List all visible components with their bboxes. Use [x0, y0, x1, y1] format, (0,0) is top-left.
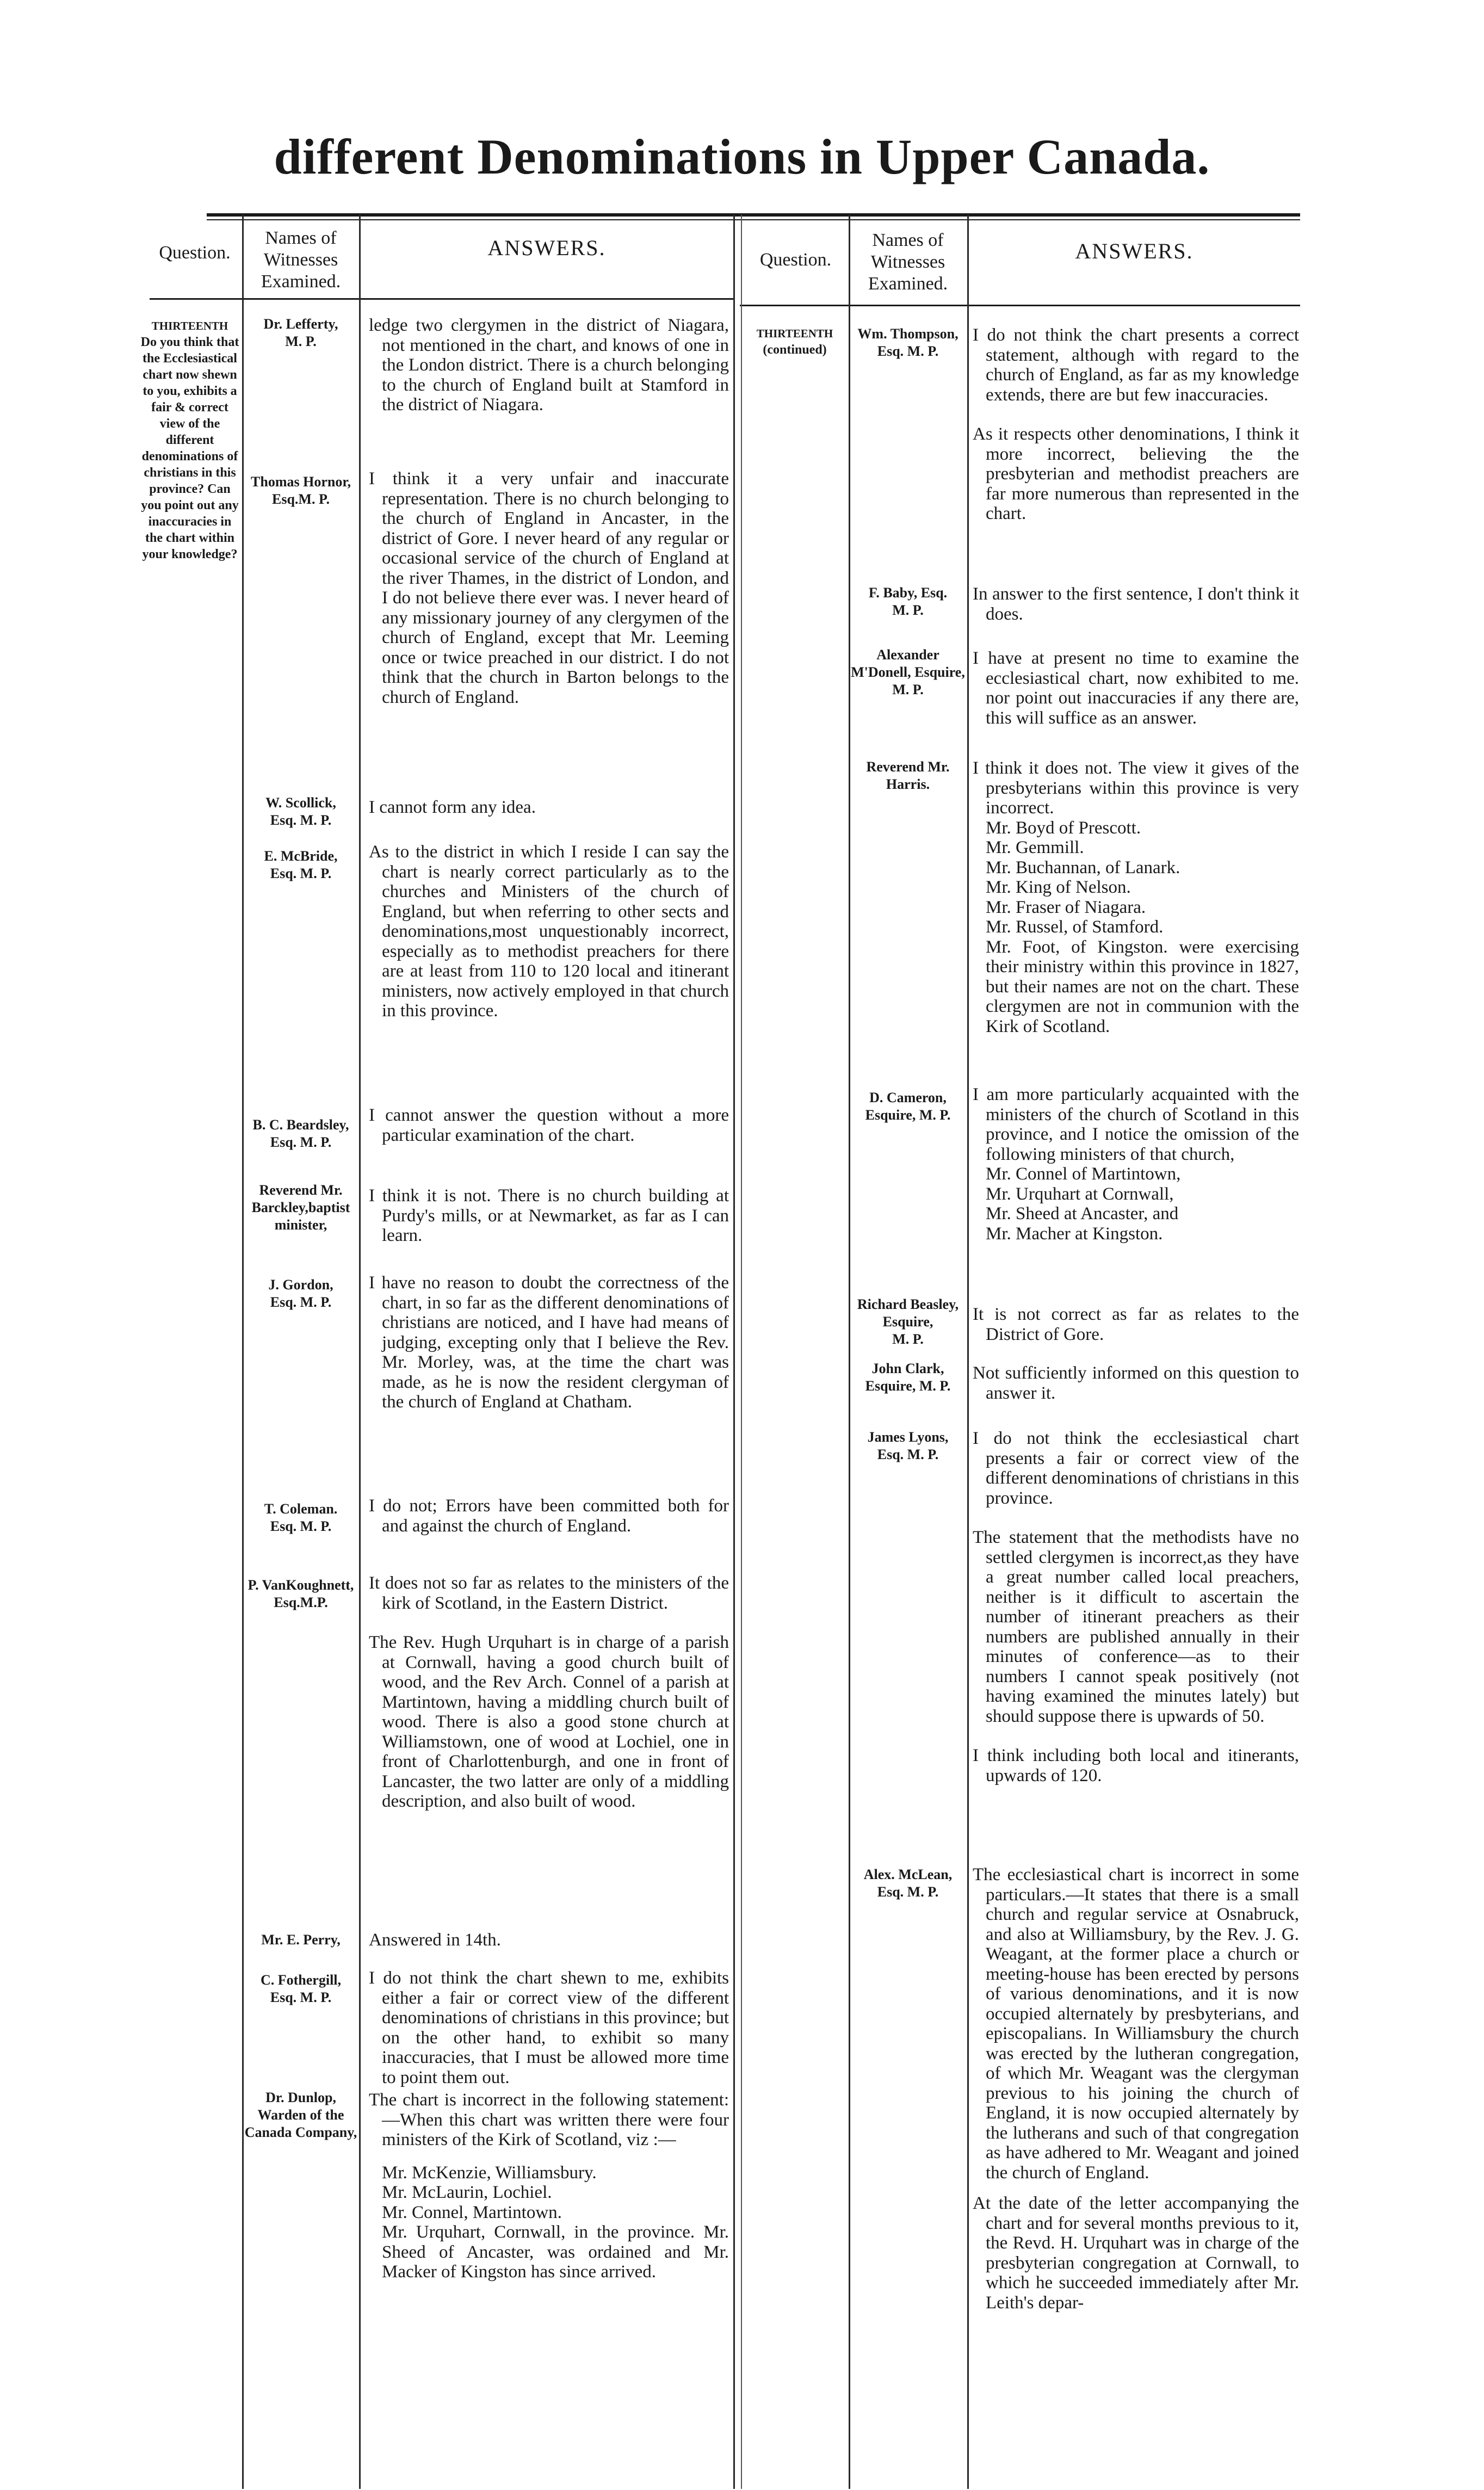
answer-text: Not sufficiently informed on this question to answer it.	[973, 1363, 1299, 1403]
header-rule-right	[740, 305, 1300, 306]
witness-name: Reverend Mr. Harris.	[866, 759, 950, 792]
witness-name: B. C. Beardsley, Esq. M. P.	[252, 1117, 349, 1150]
top-rule-thick	[207, 213, 1300, 217]
answer-text: I am more particularly acquainted with the ministers of the church of Scotland in this province, and I notice the omission of the following ministers of that church, Mr. Connel of Martintown, Mr. Urquhart at Cornwall, Mr. Sheed at Ancaster, and Mr. Macher at Kingston.	[973, 1085, 1299, 1244]
answer-text: ledge two clergymen in the district of Niagara, not mentioned in the chart, and knows of one in the London district. There is a church belonging to the church of England built at Stamford in the district of Niagara.	[369, 316, 729, 415]
answer-text: I have no reason to doubt the correctness of the chart, in so far as the different denominations of christians are noticed, and I have had means of judging, excepting only that I believe the Rev. Mr. Morley, was, at the time the chart was made, as he is now the resident clergyman of the church of England at Chatham.	[369, 1273, 729, 1412]
question-number: THIRTEENTH	[756, 327, 833, 340]
answer-text: I do not; Errors have been committed both for and against the church of England.	[369, 1496, 729, 1536]
answer-text: I cannot answer the question without a more particular examination of the chart.	[369, 1105, 729, 1145]
witness-name: E. McBride, Esq. M. P.	[264, 848, 338, 881]
witness-name: Reverend Mr. Barckley,baptist minister,	[251, 1182, 350, 1233]
witness-name: P. VanKoughnett, Esq.M.P.	[248, 1577, 354, 1610]
witness-name: D. Cameron, Esquire, M. P.	[865, 1090, 951, 1123]
witness-name: Richard Beasley, Esquire, M. P.	[857, 1296, 959, 1347]
witness-name: Wm. Thompson, Esq. M. P.	[857, 326, 959, 359]
question-cell-left	[139, 318, 241, 563]
header-witnesses-right: Names of Witnesses Examined.	[868, 230, 948, 294]
answer-text: I think it a very unfair and inaccurate representation. There is no church belonging to the church of England in Ancaster, in the district of Gore. I never heard of any regular or occasional service of the church of England at the river Thames, in the district of London, and I do not believe there ever was. I never heard of any missionary journey of any clergymen of the church of England, except that Mr. Leeming once or twice preached in our district. I do not think that the church in Barton belongs to the church of England.	[369, 469, 729, 707]
header-answers-left: ANSWERS.	[487, 236, 606, 260]
answer-text: I do not think the chart presents a correct statement, although with regard to the church of England, as far as my knowledge extends, there are but few inaccuracies. As it respects other denominations, I think it more incorrect, believing the the presbyterian and methodist preachers are far more numerous than represented in the chart.	[973, 325, 1299, 523]
witness-name: James Lyons, Esq. M. P.	[867, 1429, 949, 1462]
column-divider	[967, 215, 969, 2489]
witness-name: Mr. E. Perry,	[261, 1932, 341, 1948]
answer-text: It is not correct as far as relates to the District of Gore.	[973, 1305, 1299, 1344]
page-title: different Denominations in Upper Canada.	[274, 129, 1210, 184]
column-divider	[741, 215, 742, 2489]
answer-text: I do not think the ecclesiastical chart presents a fair or correct view of the different denominations of christians in this province. The statement that the methodists have no settled clergymen is incorrect,as they have a great number called local preachers, neither is it difficult to ascertain the number of itinerant preachers as their numbers are published annually in their minutes of conference—as to their numbers I cannot speak positively (not having examined the minutes lately) but should suppose there is upwards of 50. I think including both local and itinerants, upwards of 120.	[973, 1429, 1299, 1785]
witness-name: J. Gordon, Esq. M. P.	[268, 1277, 333, 1310]
witness-name: Alex. McLean, Esq. M. P.	[863, 1867, 953, 1900]
answer-text: I think it does not. The view it gives of the presbyterians within this province is very incorrect. Mr. Boyd of Prescott. Mr. Gemmill. Mr. Buchannan, of Lanark. Mr. King of Nelson. Mr. Fraser of Niagara. Mr. Russel, of Stamford. Mr. Foot, of Kingston. were exercising their ministry within this province in 1827, but their names are not on the chart. These clergymen are not in communion with the Kirk of Scotland.	[973, 758, 1299, 1036]
answer-text: It does not so far as relates to the ministers of the kirk of Scotland, in the Eastern District. The Rev. Hugh Urquhart is in charge of a parish at Cornwall, having a good church built of wood, and the Rev Arch. Connel of a parish at Martintown, having a middling church built of wood. There is also a good stone church at Williamstown, one of wood at Lochiel, one in front of Charlottenburgh, and one in front of Lancaster, the two latter are only of a middling description, and also built of wood.	[369, 1573, 729, 1811]
witness-name: T. Coleman. Esq. M. P.	[264, 1501, 338, 1534]
header-witnesses-left: Names of Witnesses Examined.	[261, 228, 341, 292]
answer-text: The chart is incorrect in the following statement:—When this chart was written there were four ministers of the Kirk of Scotland, viz :— Mr. McKenzie, Williamsbury. Mr. McLaurin, Lochiel. Mr. Connel, Martintown. Mr. Urquhart, Cornwall, in the province. Mr. Sheed of Ancaster, was ordained and Mr. Macker of Kingston has since arrived.	[369, 2090, 729, 2282]
column-divider	[849, 215, 850, 2489]
answer-text: In answer to the first sentence, I don't think it does.	[973, 584, 1299, 624]
answer-text: Answered in 14th.	[369, 1930, 501, 1950]
column-divider	[359, 215, 361, 2489]
answer-text: I think it is not. There is no church building at Purdy's mills, or at Newmarket, as far as I can learn.	[369, 1186, 729, 1245]
top-rule-thin	[207, 219, 1300, 220]
witness-name: Dr. Dunlop, Warden of the Canada Company,	[244, 2090, 357, 2140]
answer-text: As to the district in which I reside I can say the chart is nearly correct particularly as to the churches and Ministers of the church of England, but when referring to other sects and denominations,most unquestionably incorrect, especially as to methodist preachers for there are at least from 110 to 120 local and itinerant ministers, now actively employed in that church in this province.	[369, 842, 729, 1021]
column-divider	[733, 215, 735, 2489]
question-text: Do you think that the Ecclesiastical chart now shewn to you, exhibits a fair & correct view of the different denominations of christians in this province? Can you point out any inaccuracies in the chart within your knowledge?	[140, 335, 239, 561]
header-answers-right: ANSWERS.	[1075, 239, 1194, 263]
question-cell-right	[741, 325, 849, 358]
witness-name: Thomas Hornor, Esq.M. P.	[251, 474, 351, 507]
witness-name: John Clark, Esquire, M. P.	[865, 1361, 951, 1394]
answer-text: I cannot form any idea.	[369, 798, 536, 817]
witness-name: W. Scollick, Esq. M. P.	[265, 795, 336, 828]
header-rule-left	[150, 298, 734, 300]
answer-text: I do not think the chart shewn to me, exhibits either a fair or correct view of the different denominations of christians in this province; but on the other hand, to exhibit so many inaccuracies, that I must be allowed more time to point them out.	[369, 1968, 729, 2087]
question-number: THIRTEENTH	[151, 319, 228, 332]
witness-name: F. Baby, Esq. M. P.	[868, 585, 948, 618]
answer-text: The ecclesiastical chart is incorrect in some particulars.—It states that there is a small church and regular service at Osnabruck, and also at Williamsbury, by the Rev. J. G. Weagant, at the former place a church or meeting-house has been erected by persons of various denominations, and it is now occupied alternately by presbyterians, and episcopalians. In Williamsbury the church was erected by the lutheran congregation, of which Mr. Weagant was the clergyman previous to his joining the church of England, it is now occupied alternately by the lutherans and such of that congregation as have adhered to Mr. Weagant and joined the church of England. At the date of the letter accompanying the chart and for several months previous to it, the Revd. H. Urquhart was in charge of the presbyterian congregation at Cornwall, to which he succeeded immediately after Mr. Leith's depar-	[973, 1865, 1299, 2313]
question-continued: (continued)	[763, 343, 827, 357]
witness-name: Alexander M'Donell, Esquire, M. P.	[851, 647, 965, 697]
header-question-right: Question.	[759, 250, 832, 270]
witness-name: C. Fothergill, Esq. M. P.	[260, 1972, 342, 2005]
column-divider	[242, 215, 244, 2489]
header-question-left: Question.	[159, 243, 231, 263]
answer-text: I have at present no time to examine the ecclesiastical chart, now exhibited to me. nor point out inaccuracies if any there are, this will suffice as an answer.	[973, 648, 1299, 728]
witness-name: Dr. Lefferty, M. P.	[263, 316, 338, 349]
